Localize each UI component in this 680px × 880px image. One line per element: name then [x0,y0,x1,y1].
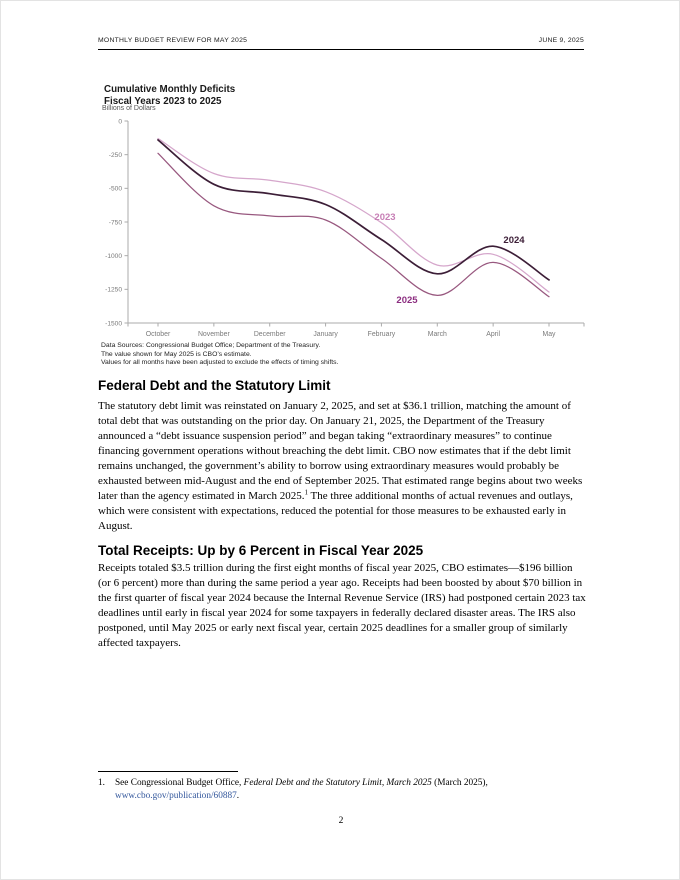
cbo-publication-link[interactable]: www.cbo.gov/publication/60887 [115,790,237,801]
header-date: JUNE 9, 2025 [538,37,584,44]
footnote-separator-rule [98,771,238,772]
chart-note-sources: Data Sources: Congressional Budget Office; Department of the Treasury. [101,342,321,349]
x-tick-label: January [313,331,338,338]
series-label-2023: 2023 [374,212,396,223]
footnote-cited-title: Federal Debt and the Statutory Limit, March 2025 [243,778,432,788]
series-line-2023 [158,139,549,293]
debt-paragraph-text: The statutory debt limit was reinstated on January 2, 2025, and set at $36.1 trillion, matching the amount of total debt that was outstanding on the prior day. On January 21, 2025, the Department of the Treasury announced a “debt issuance suspension period” and began taking “extraordinary measures” to continue financing government operations without breaching the debt limit. CBO now estimates that if the debt limit remains unchanged, the government’s ability to borrow using extraordinary measures would probably be exhausted between mid-August and the end of September 2025. That estimated range begins about two weeks later than the agency estimated in March 2025. [98,400,583,502]
series-label-2025: 2025 [396,295,418,306]
chart-notes [101,342,338,368]
x-tick-label: April [486,331,501,338]
footnote-text: See Congressional Budget Office, Federal Debt and the Statutory Limit, March 2025 (March 2025), www.cbo.gov/publication/60887. [115,778,488,801]
y-tick-label: -500 [108,185,122,193]
x-tick-label: November [197,331,230,338]
debt-paragraph-text-cont: The three additional months of actual revenues and outlays, which were consistent with expectations, reduced the potential for those measures to be exhausted early in August. [98,490,573,532]
footnote-number: 1. [98,778,105,788]
footnote-1 [98,777,587,802]
y-tick-label: 0 [118,118,122,126]
series-label-2024: 2024 [503,235,525,246]
chart-title-line1: Cumulative Monthly Deficits [104,84,236,95]
y-tick-label: -1250 [105,286,122,294]
section-heading-receipts: Total Receipts: Up by 6 Percent in Fiscal Year 2025 [98,543,424,558]
chart-title-line2: Fiscal Years 2023 to 2025 [104,96,222,107]
x-tick-label: December [253,331,286,338]
x-tick-label: May [542,331,556,338]
x-tick-label: February [367,331,396,338]
deficit-line-chart [94,113,589,348]
header-running-title: MONTHLY BUDGET REVIEW FOR MAY 2025 [98,37,248,44]
chart-note-estimate: The value shown for May 2025 is CBO’s estimate. [101,350,252,358]
section-body-debt-limit [98,399,587,534]
chart-units-label: Billions of Dollars [102,105,156,112]
footnote-reference-1[interactable]: 1 [304,488,308,497]
section-heading-debt-limit: Federal Debt and the Statutory Limit [98,378,331,393]
section-body-receipts: Receipts totaled $3.5 trillion during the first eight months of fiscal year 2025, CBO estimates—$196 billion (or 6 percent) more than during the same period a year ago. Receipts had been boosted by about $70 billion in the first quarter of fiscal year 2024 because the Internal Revenue Service (IRS) had postponed certain 2023 tax deadlines until early in fiscal year 2024 for some taxpayers in federally declared disaster areas. The IRS also postponed, until May 2025 or early next fiscal year, certain 2025 deadlines for a smaller group of similarly affected taxpayers. [98,562,586,649]
page-header [98,37,584,50]
y-tick-label: -750 [108,219,122,227]
series-line-2024 [158,140,549,280]
x-tick-label: March [427,331,447,338]
y-tick-label: -1000 [105,252,122,260]
chart-note-timing: Values for all months have been adjusted to exclude the effects of timing shifts. [101,359,339,367]
x-tick-label: October [145,331,171,338]
y-tick-label: -1500 [105,320,122,328]
page-number: 2 [338,816,344,826]
y-tick-label: -250 [108,151,122,159]
